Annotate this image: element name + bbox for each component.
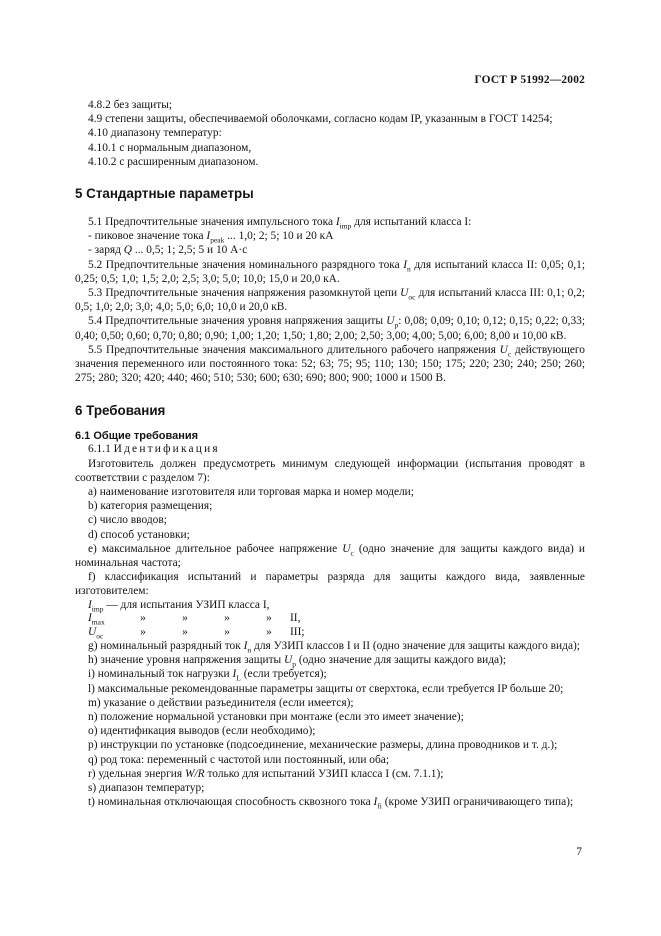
discharge-parameters-table — [88, 599, 585, 639]
list-item-d: d) способ установки; — [88, 528, 190, 541]
paragraph-5-4: 5.4 Предпочтительные значения уровня напряжения защиты $U_p$: 0,08; 0,09; 0,10; 0,12; 0,15; 0,22; 0,33; 0,40; 0,50; 0,60; 0,70; 0,80; 0,90; 1,00; 1,20; 1,50; 1,80; 2,00; 2,50; 3,00; 4,00; 5,00; 6,00; 8,00 и 10,00 кВ. — [75, 315, 585, 342]
list-item-f: f) классификация испытаний и параметры разряда для защиты каждого вида, заявленные изготовителем: — [75, 571, 585, 598]
list-item-p: p) инструкции по установке (подсоединение, механические размеры, длина проводников и т. д.); — [88, 739, 558, 752]
list-item-o: o) идентификация выводов (если необходимо); — [88, 725, 316, 738]
list-item-c: c) число вводов; — [88, 514, 167, 527]
page-content — [75, 98, 585, 809]
paragraph-5-3: 5.3 Предпочтительные значения напряжения разомкнутой цепи $U_{oc}$ для испытаний класса III: 0,1; 0,2; 0,5; 1,0; 2,0; 3,0; 4,0; 5,0; 6,0; 10,0 и 20,0 кВ. — [75, 287, 585, 314]
section-5-title: 5 Стандартные параметры — [75, 186, 254, 202]
list-item-g: g) номинальный разрядный ток $I_n$ для УЗИП классов I и II (одно значение для защиты каждого вида); — [88, 639, 580, 655]
paragraph-intro: Изготовитель должен предусмотреть минимум следующей информации (испытания проводят в соответствии с разделом 7): — [75, 457, 585, 484]
list-item-n: n) положение нормальной установки при монтаже (если это имеет значение); — [88, 710, 464, 723]
table-row: $U_{oc}$ » » » » III; — [88, 625, 305, 640]
list-item: 4.8.2 без защиты; — [88, 99, 173, 111]
list-item-l: l) максимальные рекомендованные параметры защиты от сверхтока, если требуется IP больше 20; — [88, 682, 564, 695]
list-item-e: e) максимальное длительное рабочее напряжение $U_c$ (одно значение для защиты каждого вида) и номинальная частота; — [75, 542, 586, 570]
page-header: ГОСТ Р 51992—2002 — [474, 74, 585, 86]
section-6-title: 6 Требования — [75, 403, 166, 419]
table-row: $I_{imp}$ — для испытания УЗИП класса I, — [88, 598, 270, 613]
paragraph-5-5: 5.5 Предпочтительные значения максимального длительного рабочего напряжения $U_c$ действующего значения переменного или постоянного тока: 52; 63; 75; 95; 110; 130; 150; 175; 220; 230; 240; 250; 260; 275; 280; 320; 420; 440; 460; 510; 530; 600; 630; 690; 800; 900; 1000 и 1500 В. — [75, 343, 585, 385]
list-item-m: m) указание о действии разъединителя (если имеется); — [88, 696, 354, 709]
paragraph-5-1: 5.1 Предпочтительные значения импульсного тока $I_{imp}$ для испытаний класса I: — [88, 216, 472, 231]
list-item-a: a) наименование изготовителя или торговая марка и номер модели; — [88, 486, 414, 499]
list-item-t: t) номинальная отключающая способность сквозного тока $I_{fi}$ (кроме УЗИП ограничивающего типа); — [88, 796, 574, 811]
list-item: 4.10.1 с нормальным диапазоном, — [88, 141, 252, 154]
list-item-r: r) удельная энергия W/R только для испытаний УЗИП класса I (см. 7.1.1); — [88, 767, 444, 780]
list-item-s: s) диапазон температур; — [88, 781, 205, 794]
list-item-q: q) род тока: переменный с частотой или постоянный, или оба; — [88, 753, 389, 766]
list-item: 4.10.2 с расширенным диапазоном. — [88, 155, 259, 168]
list-item-h: h) значение уровня напряжения защиты $U_p$ (одно значение для защиты каждого вида); — [88, 654, 507, 669]
list-item: 4.10 диапазону температур: — [88, 127, 222, 140]
paragraph-5-1-a: - пиковое значение тока $I_{peak}$ ... 1,0; 2; 5; 10 и 20 кА — [88, 230, 334, 245]
list-item-b: b) категория размещения; — [88, 500, 213, 513]
list-item-i: i) номинальный ток нагрузки $I_L$ (если требуется); — [88, 668, 327, 683]
list-item: 4.9 степени защиты, обеспечиваемой оболочками, согласно кодам IP, указанным в ГОСТ 14254; — [88, 113, 553, 126]
page-number: 7 — [576, 846, 582, 858]
subsection-6-1-1-title: 6.1.1 Идентификация — [88, 443, 220, 456]
paragraph-5-1-b: - заряд Q ... 0,5; 1; 2,5; 5 и 10 А·с — [88, 244, 248, 257]
subsection-6-1-title: 6.1 Общие требования — [75, 430, 199, 443]
paragraph-5-2: 5.2 Предпочтительные значения номинального разрядного тока $I_n$ для испытаний класса II: 0,05; 0,1; 0,25; 0,5; 1,0; 1,5; 2,0; 2,5; 3,0; 5,0; 10,0; 15,0 и 20,0 кА. — [75, 258, 585, 285]
table-row: $I_{max}$ » » » » II, — [88, 612, 301, 627]
